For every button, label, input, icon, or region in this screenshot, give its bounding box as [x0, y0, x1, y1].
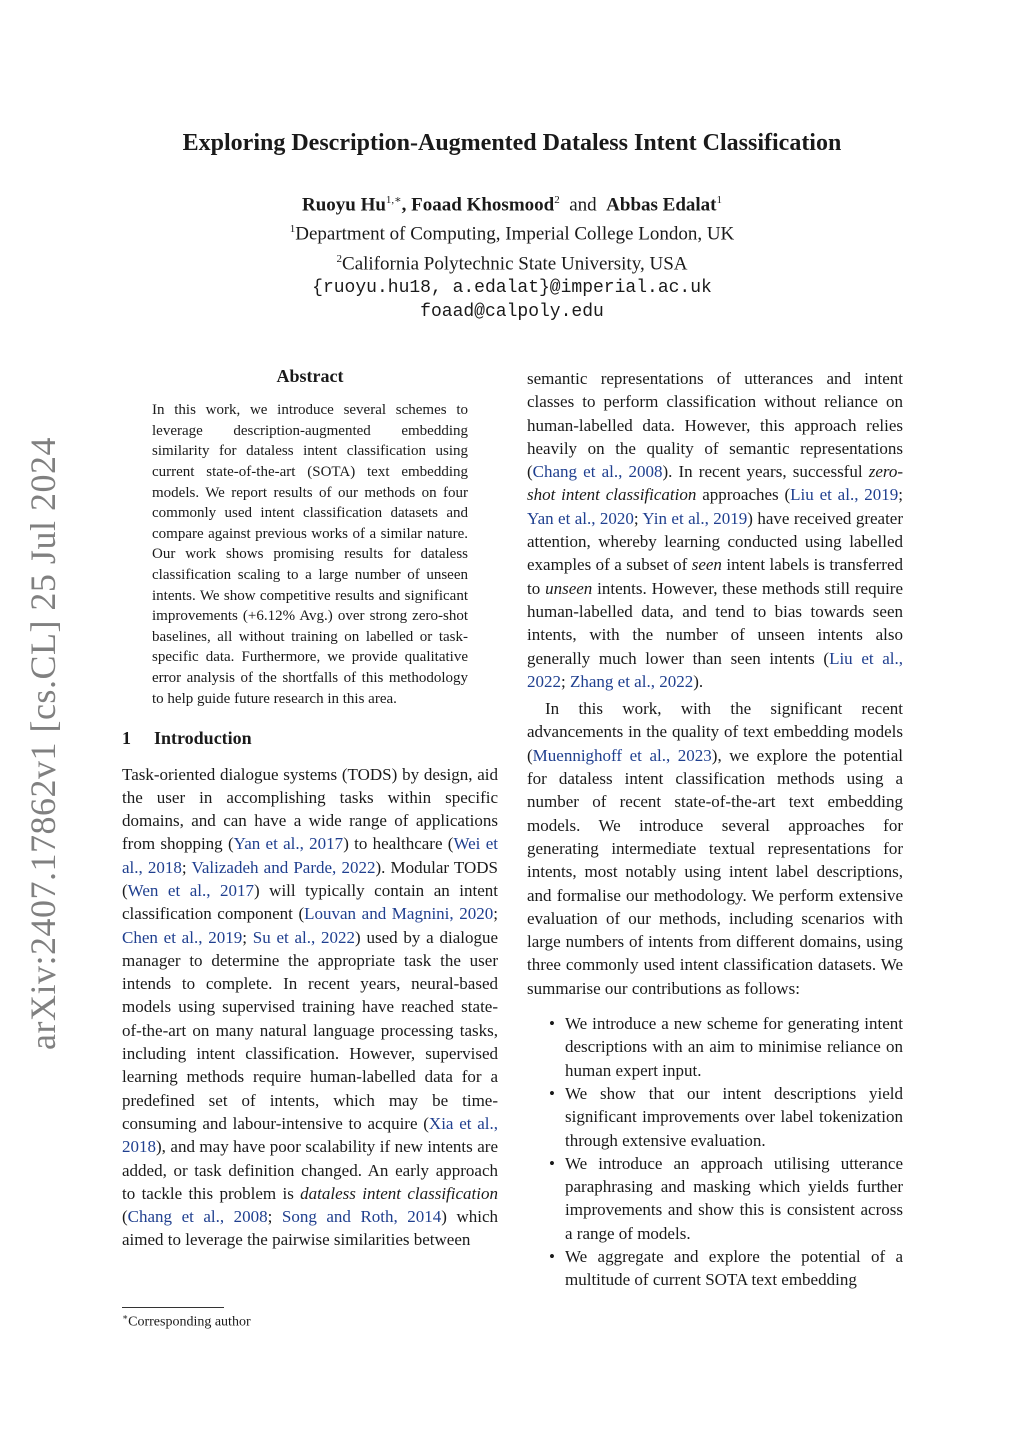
bullet-icon: • [549, 1014, 555, 1034]
left-column [122, 365, 498, 1252]
bullet-icon: • [549, 1153, 555, 1173]
author-line: Ruoyu $Hu^{1,∗}$, Foaad Khosmood$^2$ and Abbas Edalat$^1$ [301, 194, 723, 216]
author-name: Ruoyu Hu [301, 194, 386, 216]
author-sup: 1,∗ [385, 194, 402, 206]
email-2: foaad@calpoly.edu [420, 301, 604, 322]
author-sup: 2 [554, 194, 560, 206]
citation-link[interactable]: Chang et al., 2008 [127, 1207, 268, 1227]
citation-link[interactable]: Yin et al., 2019 [642, 508, 748, 528]
citation-link[interactable]: Louvan and Magnini, 2020 [304, 904, 494, 924]
right-column [527, 367, 903, 1292]
intro-paragraph-2: semantic representations of utterances and intent classes to perform classification without reliance on human-labelled data. However, this approach relies heavily on the quality of semantic representations (Chang et al., 2008). In recent years, successful zero-shot intent classification approaches (Liu et al., 2019; Yan et al., 2020; Yin et al., 2019) have received greater attention, whereby learning conducted using labelled examples of a subset of seen intent labels is transferred to unseen intents. However, these methods still require human-labelled data, and tend to bias towards seen intents, with the number of unseen intents also generally much lower than seen intents (Liu et al., 2022; Zhang et al., 2022). [527, 369, 904, 691]
citation-link[interactable]: Su et al., 2022 [252, 927, 356, 947]
citation-link[interactable]: Xia et al., 2018 [122, 1113, 498, 1157]
list-item: • We introduce an approach utilising utterance paraphrasing and masking which yields further improvements and show this is consistent across a range of models. [549, 1153, 903, 1243]
abstract-text: In this work, we introduce several schemes to leverage description-augmented embedding similarity for dataless intent classification using current state-of-the-art (SOTA) text embedding models. We report results of our methods on four commonly used intent classification datasets and compare against previous works of a similar nature. Our work shows promising results for dataless classification scaling to a large number of unseen intents. We show competitive results and significant improvements (+6.12% Avg.) over strong zero-shot baselines, all without training on labelled or task-specific data. Furthermore, we provide qualitative error analysis of the shortfalls of this methodology to help guide future research in this area. [152, 402, 468, 707]
affiliation-2: $^2$California Polytechnic State University, USA [336, 252, 688, 274]
citation-link[interactable]: Liu et al., 2022 [527, 648, 903, 691]
bullet-icon: • [549, 1083, 555, 1103]
citation-link[interactable]: Yan et al., 2017 [233, 834, 344, 854]
citation-link[interactable]: Chang et al., 2008 [532, 462, 663, 482]
author-name: Foaad Khosmood [411, 194, 555, 216]
citation-link[interactable]: Valizadeh and Parde, 2022 [191, 857, 376, 877]
citation-link[interactable]: Wen et al., 2017 [127, 880, 254, 900]
email-1: {ruoyu.hu18, a.edalat}@imperial.ac.uk [312, 277, 712, 298]
citation-link[interactable]: Chen et al., 2019 [122, 927, 243, 947]
paper-title: Exploring Description-Augmented Dataless Intent Classification [182, 130, 842, 156]
list-item: • We introduce a new scheme for generating intent descriptions with an aim to minimise reliance on human expert input. [549, 1014, 903, 1080]
footnote-rule [122, 1307, 224, 1308]
intro-paragraph-1: Task-oriented dialogue systems (TODS) by design, aid the user in accomplishing tasks within specific domains, and can have a wide range of applications from shopping (Yan et al., 2017) to healthcare (Wei et al., 2018; Valizadeh and Parde, 2022). Modular TODS (Wen et al., 2017) will typically contain an intent classification component (Louvan and Magnini, 2020; Chen et al., 2019; Su et al., 2022) used by a dialogue manager to determine the appropriate task the user intends to complete. In recent years, neural-based models using supervised training have reached state-of-the-art on many natural language processing tasks, including intent classification. However, supervised learning methods require human-labelled data for a predefined set of intents, which may be time-consuming and labour-intensive to acquire (Xia et al., 2018), and may have poor scalability if new intents are added, or task definition changed. An early approach to tackle this problem is dataless intent classification (Chang et al., 2008; Song and Roth, 2014) which aimed to leverage the pairwise similarities between [122, 764, 499, 1250]
citation-link[interactable]: Zhang et al., 2022 [569, 671, 694, 691]
citation-link[interactable]: Liu et al., 2019 [790, 485, 899, 505]
abstract-heading: Abstract [276, 366, 344, 386]
author-and: and [569, 194, 597, 216]
citation-link[interactable]: Muennighoff et al., 2023 [532, 745, 712, 765]
author-block [0, 188, 1024, 324]
affiliation-1: $^1$Department of Computing, Imperial College London, UK [289, 223, 735, 245]
intro-paragraph-3: In this work, with the significant recent advancements in the quality of text embedding models (Muennighoff et al., 2023), we explore the potential for dataless intent classification methods using a number of recent state-of-the-art text embedding models. We introduce several approaches for generating intermediate textual representations for intents, most notably using intent label descriptions, and formalise our methodology. We perform extensive evaluation of our methods, including scenarios with large numbers of intents from different domains, using three commonly used intent classification datasets. We summarise our contributions as follows: [527, 699, 903, 998]
arxiv-stamp: arXiv:2407.17862v1 [cs.CL] 25 Jul 2024 [23, 437, 63, 1050]
section-heading: 1 Introduction [122, 728, 252, 749]
citation-link[interactable]: Yan et al., 2020 [527, 508, 634, 528]
author-name: Abbas Edalat [606, 194, 717, 216]
citation-link[interactable]: Wei et al., 2018 [122, 834, 498, 877]
bullet-icon: • [549, 1246, 555, 1266]
footnote: ∗Corresponding author [122, 1312, 251, 1330]
list-item: • We show that our intent descriptions yield significant improvements over label tokenization through extensive evaluation. [549, 1083, 903, 1150]
citation-link[interactable]: Song and Roth, 2014 [281, 1207, 442, 1227]
list-item: • We aggregate and explore the potential of a multitude of current SOTA text embedding [549, 1246, 903, 1290]
author-sup: 1 [716, 194, 723, 206]
contributions-list [527, 1012, 903, 1292]
